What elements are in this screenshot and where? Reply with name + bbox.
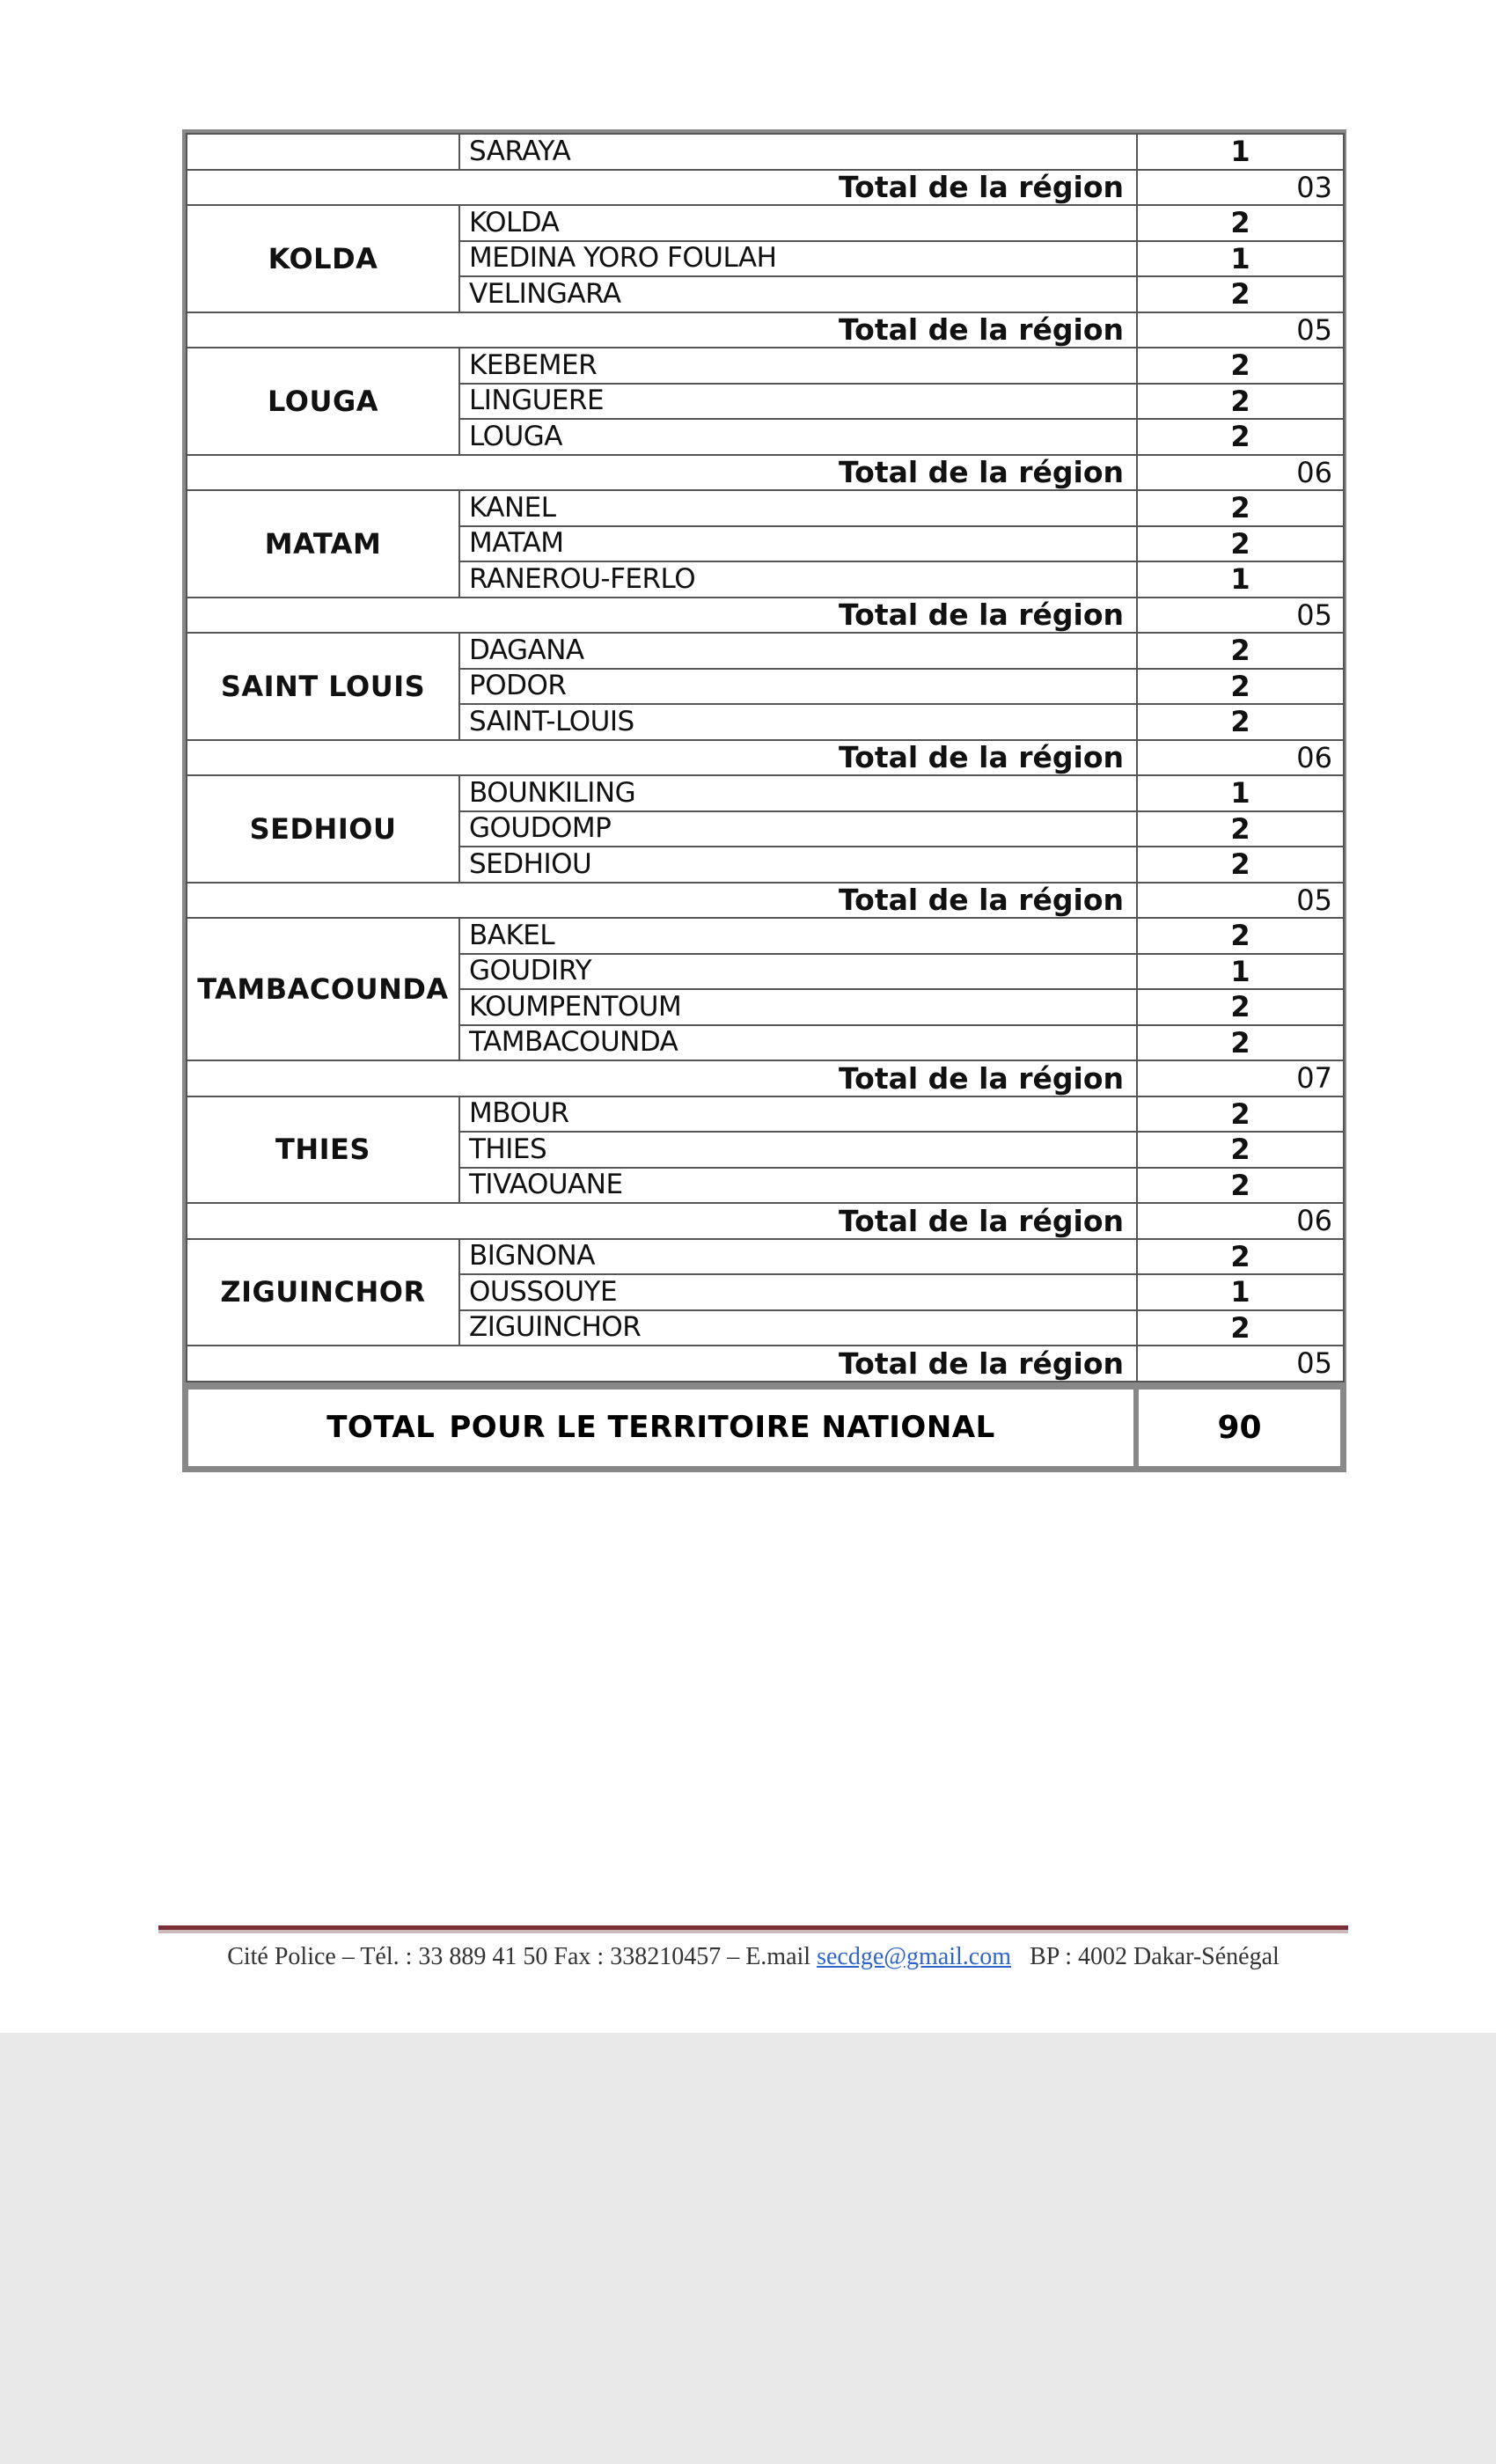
region-name: THIES [187,1096,459,1204]
department-name: BOUNKILING [459,775,1137,811]
department-value: 2 [1137,989,1344,1025]
department-row [187,1096,1344,1133]
region-name: KOLDA [187,205,459,312]
region-total-label: Total de la région [187,455,1137,491]
grand-total-label [186,1387,1136,1469]
footer-address: BP : 4002 Dakar-Sénégal [1011,1943,1280,1970]
department-row [187,1239,1344,1275]
region-total-value: 05 [1137,598,1344,634]
region-total-row [187,740,1344,776]
department-name: KOLDA [459,205,1137,241]
region-total-value: 06 [1137,740,1344,776]
region-total-row [187,455,1344,491]
department-value: 2 [1137,704,1344,740]
department-value: 2 [1137,633,1344,669]
region-total-label: Total de la région [187,598,1137,634]
region-total-label: Total de la région [187,883,1137,919]
department-name: OUSSOUYE [459,1274,1137,1310]
department-name: PODOR [459,669,1137,705]
table-body [186,133,1345,1382]
region-name: SAINT LOUIS [187,633,459,740]
department-name: VELINGARA [459,276,1137,312]
department-name: ZIGUINCHOR [459,1310,1137,1346]
region-total-value: 03 [1137,170,1344,206]
department-value: 1 [1137,561,1344,598]
department-value: 2 [1137,1132,1344,1168]
region-name-empty [187,134,459,170]
department-name: RANEROU-FERLO [459,561,1137,598]
department-row [187,205,1344,241]
department-value: 1 [1137,1274,1344,1310]
department-name: LINGUERE [459,384,1137,420]
region-total-row [187,598,1344,634]
department-value: 2 [1137,526,1344,562]
region-total-value: 05 [1137,883,1344,919]
department-value: 1 [1137,134,1344,170]
department-value: 2 [1137,419,1344,455]
region-total-label: Total de la région [187,1203,1137,1239]
region-total-row [187,1203,1344,1239]
department-name: BAKEL [459,918,1137,954]
department-name: MATAM [459,526,1137,562]
region-name: ZIGUINCHOR [187,1239,459,1346]
department-name: SAINT-LOUIS [459,704,1137,740]
region-total-label: Total de la région [187,1060,1137,1096]
region-total-label: Total de la région [187,170,1137,206]
region-total-value: 05 [1137,1346,1344,1382]
department-name: KANEL [459,490,1137,526]
department-value: 2 [1137,1168,1344,1204]
region-total-row [187,1346,1344,1382]
department-name: SARAYA [459,134,1137,170]
department-row [187,775,1344,811]
region-total-value: 05 [1137,312,1344,348]
footer-divider [158,1925,1348,1933]
department-name: LOUGA [459,419,1137,455]
department-name: MBOUR [459,1096,1137,1133]
department-name: GOUDIRY [459,954,1137,990]
region-total-label: Total de la région [187,1346,1137,1382]
department-name: DAGANA [459,633,1137,669]
region-total-row [187,1060,1344,1096]
department-value: 2 [1137,384,1344,420]
department-name: MEDINA YORO FOULAH [459,241,1137,277]
department-value: 1 [1137,775,1344,811]
department-row [187,918,1344,954]
region-name: LOUGA [187,348,459,455]
region-name: MATAM [187,490,459,598]
department-row [187,633,1344,669]
department-value: 2 [1137,669,1344,705]
department-name: GOUDOMP [459,811,1137,847]
department-name: BIGNONA [459,1239,1137,1275]
department-name: TIVAOUANE [459,1168,1137,1204]
department-value: 2 [1137,918,1344,954]
department-value: 2 [1137,348,1344,384]
region-total-label: Total de la région [187,740,1137,776]
department-value: 2 [1137,205,1344,241]
footer-email-link[interactable]: secdge@gmail.com [817,1943,1012,1970]
region-total-value: 07 [1137,1060,1344,1096]
department-value: 2 [1137,1310,1344,1346]
department-value: 2 [1137,811,1344,847]
grand-total-label-part1: TOTAL [326,1410,436,1445]
department-row [187,490,1344,526]
department-row [187,134,1344,170]
region-total-value: 06 [1137,1203,1344,1239]
region-total-row [187,312,1344,348]
department-name: KEBEMER [459,348,1137,384]
grand-total-row [186,1382,1343,1469]
department-row [187,348,1344,384]
region-total-row [187,170,1344,206]
regional-allocation-table [182,129,1346,1472]
department-name: TAMBACOUNDA [459,1025,1137,1061]
department-value: 1 [1137,241,1344,277]
department-value: 1 [1137,954,1344,990]
department-value: 2 [1137,276,1344,312]
department-value: 2 [1137,1025,1344,1061]
grand-total-label-part2: POUR LE TERRITOIRE NATIONAL [449,1410,995,1445]
department-value: 2 [1137,847,1344,883]
department-name: THIES [459,1132,1137,1168]
department-name: SEDHIOU [459,847,1137,883]
region-name: TAMBACOUNDA [187,918,459,1060]
grand-total-value: 90 [1136,1387,1343,1469]
department-value: 2 [1137,490,1344,526]
footer-contact [158,1943,1348,1971]
region-total-label: Total de la région [187,312,1137,348]
department-name: KOUMPENTOUM [459,989,1137,1025]
region-name: SEDHIOU [187,775,459,883]
region-total-value: 06 [1137,455,1344,491]
footer-contact-text: Cité Police – Tél. : 33 889 41 50 Fax : 338210457 – E.mail [227,1943,818,1970]
region-total-row [187,883,1344,919]
department-value: 2 [1137,1239,1344,1275]
department-value: 2 [1137,1096,1344,1133]
